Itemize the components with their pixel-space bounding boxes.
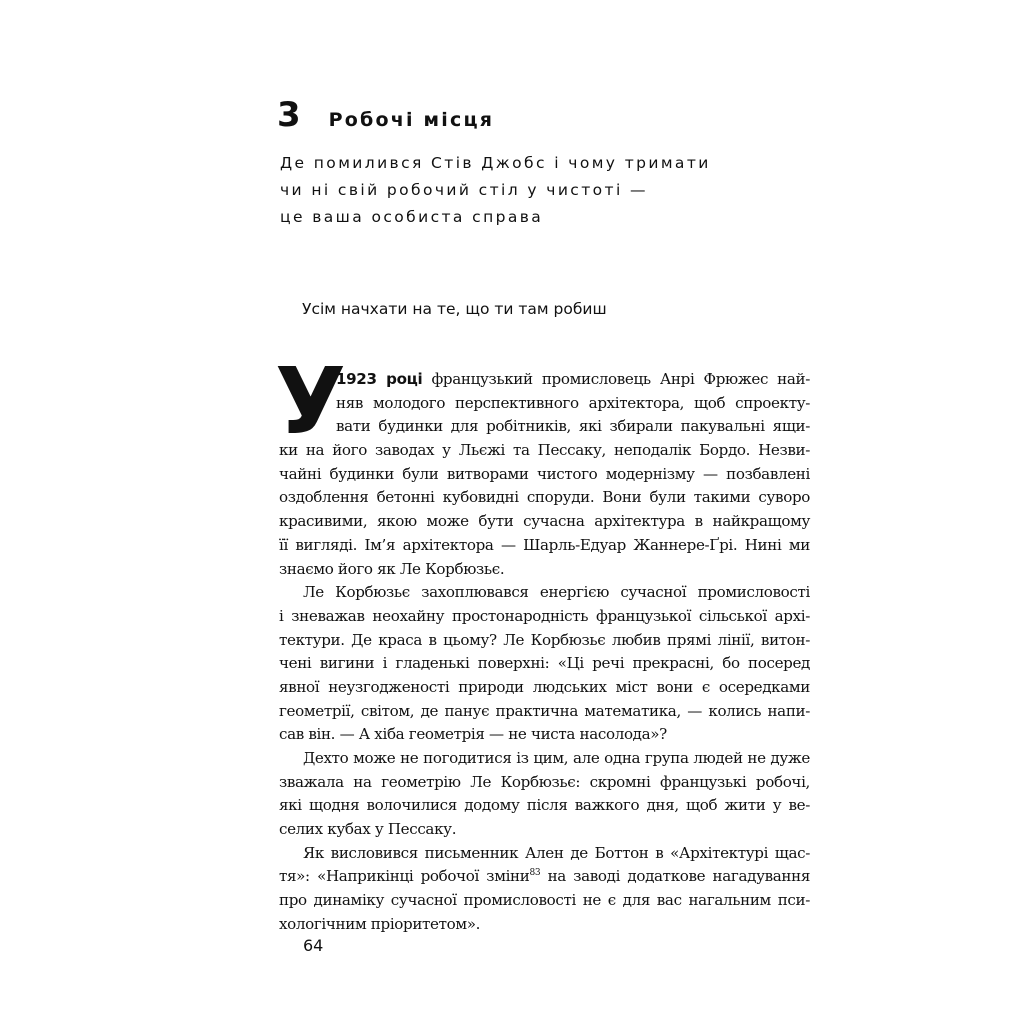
text-line: чайні будинки були витворами чистого модернізму — позбавлені [279,464,810,483]
text-line: 1923 році французький промисловець Анрі Фрюжес най- [336,370,810,388]
text-line: тя»: «Наприкінці робочої зміни$^{83}$ на заводі додаткове нагадування [279,867,810,886]
lead-bold-text: 1923 році [336,370,423,388]
chapter-title: Робочі місця [328,109,495,131]
epigraph: Усім начхати на те, що ти там робиш [302,300,607,318]
text-line: які щодня волочилися додому після важкого дня, щоб жити у ве- [279,796,810,815]
body-text [275,348,810,937]
subtitle-line: Де помилився Стів Джобс і чому тримати [280,154,711,172]
chapter-subtitle [280,150,720,231]
drop-cap: У [275,348,346,455]
text-line: вати будинки для робітників, які збирали пакувальні ящи- [336,417,810,436]
text-line: про динаміку сучасної промисловості не є для вас нагальним пси- [279,891,810,910]
text-line: Ле Корбюзьє захоплювався енергією сучасної промисловості [303,583,810,602]
text-line: геометрії, світом, де панує практична математика, — колись напи- [279,701,810,720]
text-line: хологічним пріоритетом». [279,914,481,933]
text-line: ки на його заводах у Льєжі та Пессаку, неподалік Бордо. Незви- [279,441,810,460]
text-line: селих кубах у Пессаку. [279,820,457,839]
text-line: її вигляді. Ім’я архітектора — Шарль-Едуар Жаннере-Ґрі. Нині ми [279,535,810,554]
text-line: і зневажав неохайну простонародність французької сільської архі- [279,606,810,625]
text-line: знаємо його як Ле Корбюзьє. [279,559,505,578]
subtitle-line: це ваша особиста справа [280,208,544,226]
text-line: Дехто може не погодитися із цим, але одна група людей не дуже [303,749,810,767]
subtitle-line: чи ні свій робочий стіл у чистоті — [280,181,648,199]
chapter-heading [277,95,495,135]
text-line: явної неузгодженості природи людських міст вони є осередками [279,677,810,696]
text-line: красивими, якою може бути сучасна архітектура в найкращому [279,512,810,531]
chapter-number: 3 [277,95,301,135]
page-number: 64 [303,936,324,955]
text-line: чені вигини і гладенькі поверхні: «Ці речі прекрасні, бо посеред [279,654,810,673]
text-line: няв молодого перспективного архітектора, щоб спроекту- [336,393,810,412]
text-line: зважала на геометрію Ле Корбюзьє: скромні французькі робочі, [279,772,810,791]
text-line: оздоблення бетонні кубовидні споруди. Вони були такими суворо [279,488,810,507]
text-line: Як висловився письменник Ален де Боттон в «Архітектурі щас- [303,843,810,862]
text-line: тектури. Де краса в цьому? Ле Корбюзьє любив прямі лінії, витон- [279,630,810,649]
text-line: сав він. — А хіба геометрія — не чиста насолода»? [279,725,667,744]
footnote-marker[interactable]: 83 [529,868,541,879]
